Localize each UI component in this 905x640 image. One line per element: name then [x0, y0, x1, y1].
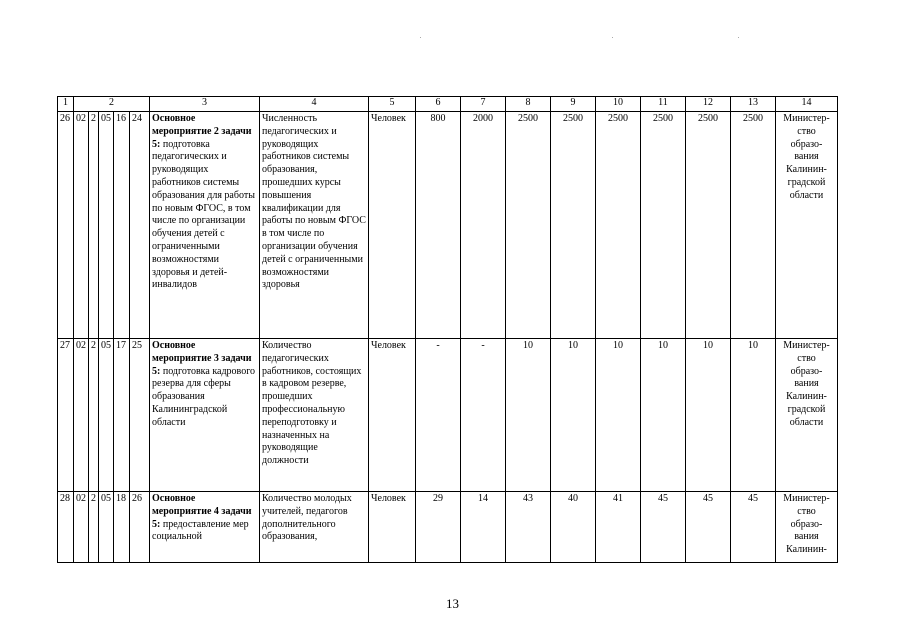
value-cell: 800 — [416, 112, 461, 339]
header-cell: 8 — [506, 97, 551, 112]
value-cell: 14 — [461, 492, 506, 563]
responsible-text-line: образо- — [790, 138, 823, 150]
value-cell: 10 — [641, 339, 686, 492]
responsible-text-line: градской — [787, 403, 826, 415]
header-cell: 10 — [596, 97, 641, 112]
value-cell: 10 — [551, 339, 596, 492]
value-cell: 2500 — [731, 112, 776, 339]
header-cell: 9 — [551, 97, 596, 112]
value-cell: 29 — [416, 492, 461, 563]
responsible-text-line: образо- — [790, 518, 823, 530]
value-cell: - — [461, 339, 506, 492]
header-cell: 5 — [369, 97, 416, 112]
header-cell: 7 — [461, 97, 506, 112]
value-cell: 2500 — [551, 112, 596, 339]
code-cell: 05 — [99, 492, 114, 563]
value-cell: 2500 — [506, 112, 551, 339]
responsible-cell — [776, 339, 838, 492]
value-cell: 43 — [506, 492, 551, 563]
header-cell: 6 — [416, 97, 461, 112]
responsible-text-line: Калинин- — [786, 544, 827, 556]
code-cell: 02 — [74, 112, 89, 339]
code-cell: 26 — [130, 492, 150, 563]
value-cell: 10 — [686, 339, 731, 492]
value-cell: 40 — [551, 492, 596, 563]
code-cell: 18 — [114, 492, 130, 563]
responsible-text-line: Министер- — [783, 493, 830, 504]
activity-title-cell — [150, 112, 260, 339]
code-cell: 2 — [89, 339, 99, 492]
header-cell: 1 — [58, 97, 74, 112]
responsible-text-line: Министер- — [783, 340, 830, 351]
activity-title-text: подготовка кадрового резерва для сферы образования Калининградской области — [152, 365, 256, 428]
responsible-text-line: Калинин- — [786, 164, 827, 176]
header-cell: 14 — [776, 97, 838, 112]
row-number-cell: 26 — [58, 112, 74, 339]
responsible-text-line: вания — [794, 531, 819, 543]
unit-cell: Человек — [369, 112, 416, 339]
value-cell: 10 — [731, 339, 776, 492]
responsible-text-line: области — [789, 189, 824, 201]
header-cell: 12 — [686, 97, 731, 112]
code-cell: 25 — [130, 339, 150, 492]
responsible-text-line: вания — [794, 378, 819, 390]
code-cell: 05 — [99, 339, 114, 492]
responsible-cell — [776, 112, 838, 339]
value-cell: 10 — [506, 339, 551, 492]
value-cell: 2500 — [641, 112, 686, 339]
code-cell: 05 — [99, 112, 114, 339]
activity-title-bold: Основное мероприятие 3 задачи 5: — [152, 340, 252, 377]
responsible-text-line: образо- — [790, 365, 823, 377]
row-number-cell: 27 — [58, 339, 74, 492]
code-cell: 2 — [89, 112, 99, 339]
responsible-text-line: ство — [797, 125, 816, 137]
value-cell: 2500 — [596, 112, 641, 339]
responsible-text-line: вания — [794, 151, 819, 163]
indicator-cell: Численность педагогических и руководящих работников системы образования, прошедших курсы повышения квалификации для работы по новым ФГОС в том числе по организации обучения детей с ограниченными возможностями здоровья — [260, 112, 369, 339]
value-cell: 2000 — [461, 112, 506, 339]
responsible-text-line: градской — [787, 176, 826, 188]
responsible-cell — [776, 492, 838, 563]
activity-title-text: подготовка педагогических и руководящих работников системы образования для работы по новым ФГОС, в том числе по организации обучения детей с ограниченными возможностями здоровья и детей-инвалидов — [152, 138, 255, 291]
column-number-header-row — [58, 97, 838, 112]
responsible-text-line: области — [789, 416, 824, 428]
unit-cell: Человек — [369, 492, 416, 563]
page-number: 13 — [446, 596, 459, 611]
value-cell: 2500 — [686, 112, 731, 339]
value-cell: 45 — [641, 492, 686, 563]
row-number-cell: 28 — [58, 492, 74, 563]
activity-title-text: предоставление мер социальной — [152, 518, 249, 543]
responsible-text-line: ство — [797, 352, 816, 364]
code-cell: 24 — [130, 112, 150, 339]
activity-title-bold: Основное мероприятие 4 задачи 5: — [152, 493, 252, 530]
activity-title-bold: Основное мероприятие 2 задачи 5: — [152, 113, 252, 150]
responsible-text-line: Калинин- — [786, 391, 827, 403]
indicator-cell: Количество молодых учителей, педагогов дополнительного образования, — [260, 492, 369, 563]
header-cell: 3 — [150, 97, 260, 112]
responsible-text-line: ство — [797, 505, 816, 517]
code-cell: 2 — [89, 492, 99, 563]
indicator-cell: Количество педагогических работников, состоящих в кадровом резерве, прошедших профессиональную переподготовку и назначенных на руководящие должности — [260, 339, 369, 492]
responsible-text-line: Министер- — [783, 113, 830, 124]
value-cell: 41 — [596, 492, 641, 563]
scan-artifacts — [0, 37, 905, 39]
code-cell: 02 — [74, 339, 89, 492]
table-row — [58, 492, 838, 563]
value-cell: 45 — [731, 492, 776, 563]
header-cell: 11 — [641, 97, 686, 112]
header-cell: 2 — [74, 97, 150, 112]
header-cell: 4 — [260, 97, 369, 112]
unit-cell: Человек — [369, 339, 416, 492]
code-cell: 17 — [114, 339, 130, 492]
value-cell: 10 — [596, 339, 641, 492]
table-row — [58, 339, 838, 492]
activity-title-cell — [150, 339, 260, 492]
code-cell: 16 — [114, 112, 130, 339]
activity-title-cell — [150, 492, 260, 563]
program-activities-table — [57, 96, 838, 563]
header-cell: 13 — [731, 97, 776, 112]
code-cell: 02 — [74, 492, 89, 563]
value-cell: - — [416, 339, 461, 492]
table-row — [58, 112, 838, 339]
value-cell: 45 — [686, 492, 731, 563]
